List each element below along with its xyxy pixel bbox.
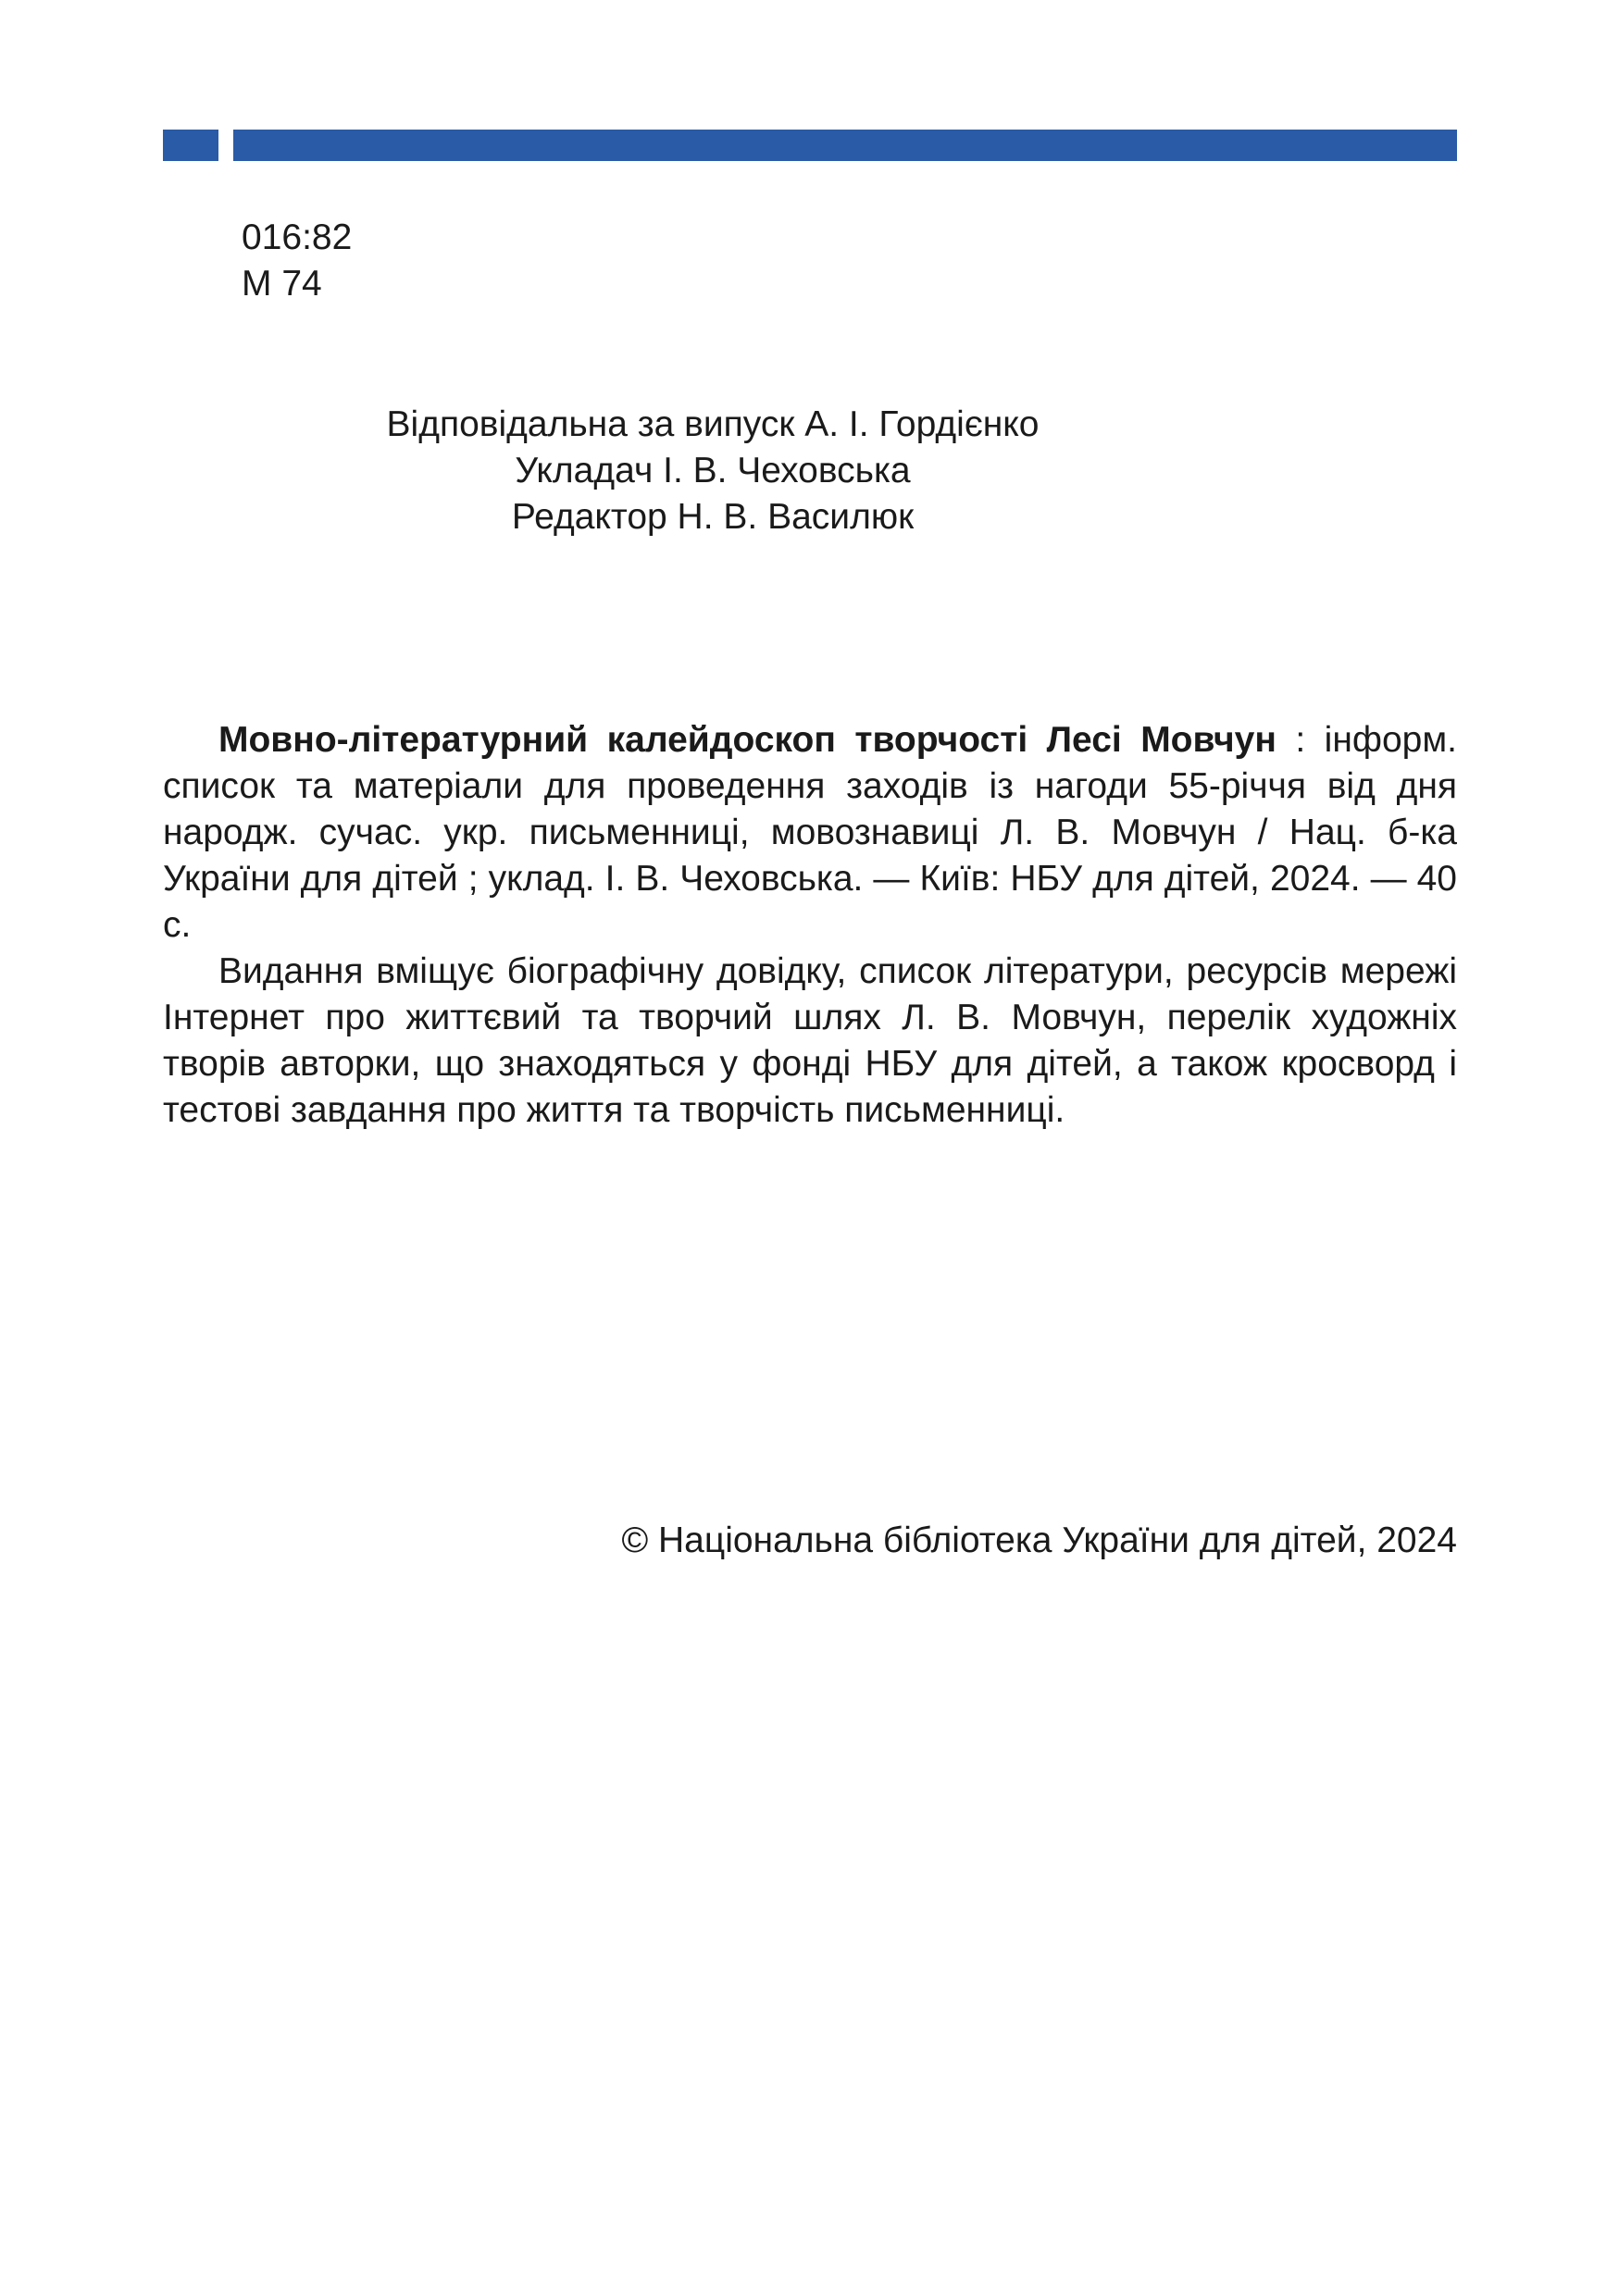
author-mark: М 74 <box>242 264 322 304</box>
classification-codes <box>242 215 352 307</box>
compiler: Укладач І. В. Чеховська <box>515 451 911 490</box>
bibliographic-annotation <box>163 717 1457 1134</box>
header-accent-bar <box>233 130 1457 161</box>
responsible-person: Відповідальна за випуск А. І. Гордієнко <box>386 404 1040 444</box>
credits-block <box>278 402 1148 540</box>
book-title: Мовно-літературний калейдоскоп творчості Лесі Мовчун <box>218 720 1277 760</box>
bibliographic-details: : інформ. список та матеріали для проведення заходів із нагоди 55-річчя від дня народж. сучас. укр. письменниці, мовознавиці Л. В. Мовчун / Нац. б-ка України для дітей ; уклад. І. В. Чеховська. — Київ: НБУ для дітей, 2024. — 40 с. <box>163 720 1457 945</box>
bibliographic-record <box>163 717 1457 949</box>
copyright-notice: © Національна бібліотека України для дітей, 2024 <box>621 1520 1457 1560</box>
annotation-description: Видання вміщує біографічну довідку, список літератури, ресурсів мережі Інтернет про життєвий та творчий шлях Л. В. Мовчун, перелік художніх творів авторки, що знаходяться у фонді НБУ для дітей, а також кросворд і тестові завдання про життя та творчість письменниці. <box>163 951 1457 1130</box>
udc-code: 016:82 <box>242 217 353 257</box>
header-accent-block <box>163 130 218 161</box>
editor: Редактор Н. В. Василюк <box>511 497 915 537</box>
